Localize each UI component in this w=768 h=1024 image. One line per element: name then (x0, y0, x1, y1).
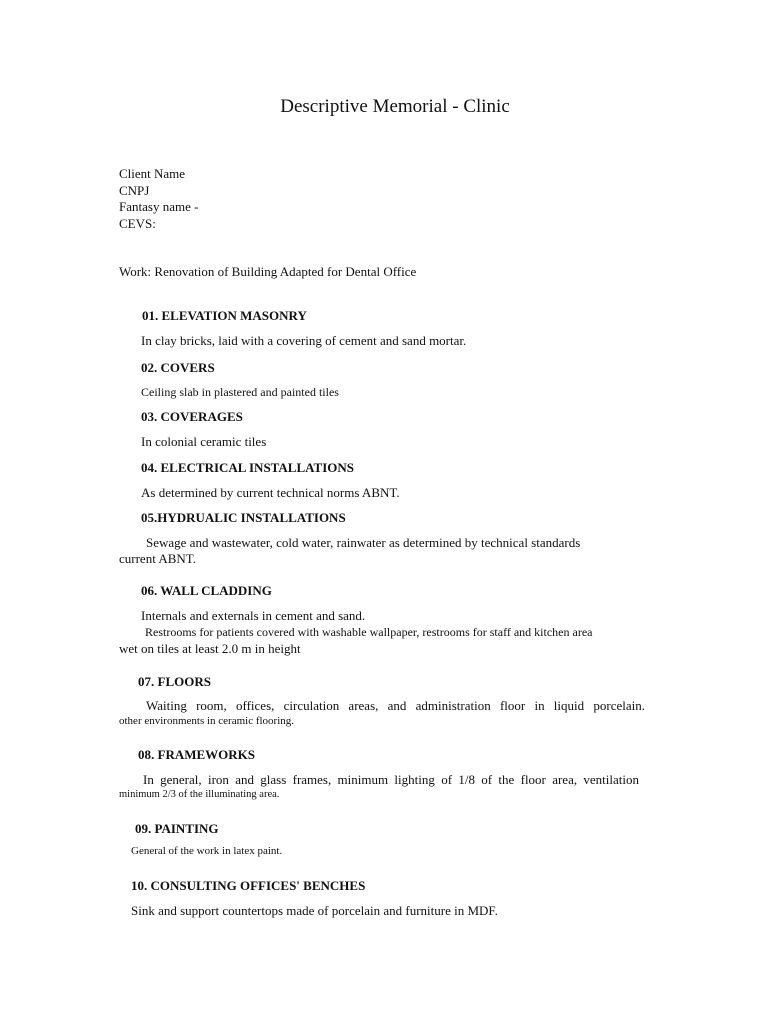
section-text-05-line-2: current ABNT. (119, 551, 197, 566)
client-name-field: Client Name (119, 166, 186, 181)
section-text-02: Ceiling slab in plastered and painted tiles (141, 385, 339, 399)
section-heading-07: 07. FLOORS (138, 674, 211, 689)
section-text-07-line-1: Waiting room, offices, circulation areas, and administration floor in liquid porcelain. (146, 698, 645, 713)
section-heading-04: 04. ELECTRICAL INSTALLATIONS (141, 460, 354, 475)
section-heading-02: 02. COVERS (141, 360, 215, 375)
work-description: Work: Renovation of Building Adapted for Dental Office (119, 264, 417, 279)
section-text-04: As determined by current technical norms ABNT. (141, 485, 400, 500)
section-heading-01: 01. ELEVATION MASONRY (142, 308, 307, 323)
cnpj-field: CNPJ (119, 183, 150, 198)
section-heading-08: 08. FRAMEWORKS (138, 747, 255, 762)
section-heading-06: 06. WALL CLADDING (141, 583, 272, 598)
section-text-06-line-2: Restrooms for patients covered with washable wallpaper, restrooms for staff and kitchen area (145, 625, 593, 639)
section-text-05-line-1: Sewage and wastewater, cold water, rainwater as determined by technical standards (146, 535, 581, 550)
section-text-08-line-2: minimum 2/3 of the illuminating area. (119, 789, 280, 800)
section-heading-09: 09. PAINTING (135, 821, 219, 836)
section-text-03: In colonial ceramic tiles (141, 434, 267, 449)
section-heading-10: 10. CONSULTING OFFICES' BENCHES (131, 878, 366, 893)
document-title: Descriptive Memorial - Clinic (280, 96, 510, 117)
section-text-06-line-3: wet on tiles at least 2.0 m in height (119, 641, 301, 656)
section-text-08-line-1: In general, iron and glass frames, minimum lighting of 1/8 of the floor area, ventilation (143, 772, 639, 787)
section-text-07-line-2: other environments in ceramic flooring. (119, 715, 295, 727)
section-text-09: General of the work in latex paint. (131, 845, 283, 857)
fantasy-name-field: Fantasy name - (119, 199, 199, 214)
section-text-01: In clay bricks, laid with a covering of cement and sand mortar. (141, 333, 467, 348)
section-text-06-line-1: Internals and externals in cement and sand. (141, 608, 366, 623)
section-heading-03: 03. COVERAGES (141, 409, 243, 424)
cevs-field: CEVS: (119, 216, 156, 231)
section-heading-05: 05.HYDRUALIC INSTALLATIONS (141, 510, 346, 525)
section-text-10: Sink and support countertops made of porcelain and furniture in MDF. (131, 903, 498, 918)
